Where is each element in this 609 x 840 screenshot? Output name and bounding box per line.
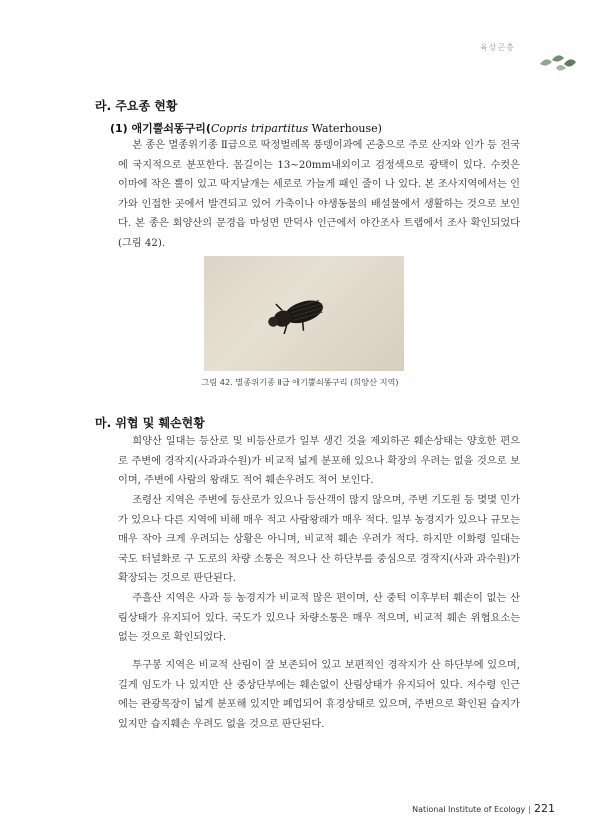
species-name-korean: (1) 애기뿔쇠똥구리(: [110, 122, 211, 135]
paragraph-huiyangsan: 희양산 일대는 등산로 및 비등산로가 일부 생긴 것을 제외하곤 훼손상태는 양호한 편으로 주변에 경작지(사과과수원)가 비교적 넓게 분포해 있으나 확장의 우려는 없을 것으로 보이며, 주변에 사람의 왕래도 적어 훼손우려도 적어 보인다.: [118, 436, 520, 487]
subsection-title-species: [110, 120, 382, 136]
running-header: 육상곤충: [480, 43, 515, 52]
species-author: Waterhouse): [308, 122, 382, 135]
paragraph-joryeongsan: 조령산 지역은 주변에 등산로가 있으나 등산객이 많지 않으며, 주변 기도원 등 몇몇 민가가 있으나 다른 지역에 비해 매우 적고 사람왕래가 매우 적다. 일부 농경지가 있으나 규모는 매우 작아 크게 우려되는 상황은 아니며, 비교적 훼손 우려가 적다. 하지만 이화령 일대는 국도 터널화로 구 도로의 차량 소통은 적으나 산 하단부를 중심으로 경작지(사과 과수원)가 확장되는 것으로 판단된다.: [118, 495, 520, 585]
leaf-decoration-icon: [538, 52, 578, 74]
species-name-latin: Copris tripartitus: [210, 122, 309, 135]
figure-caption: 그림 42. 멸종위기종 Ⅱ급 애기뿔쇠똥구리 (희양산 지역): [201, 377, 399, 387]
page-footer: [380, 802, 555, 815]
page-number: 221: [534, 802, 555, 815]
beetle-image: [262, 294, 332, 334]
section-title-threats: 마. 위협 및 훼손현황: [95, 416, 205, 430]
footer-separator: |: [528, 805, 531, 814]
footer-institute: National Institute of Ecology: [412, 805, 526, 814]
section-title-main-species: 라. 주요종 현황: [95, 99, 178, 113]
paragraph-tugubong: 투구봉 지역은 비교적 산림이 잘 보존되어 있고 보편적인 경작지가 산 하단부에 있으며, 길게 임도가 나 있지만 산 중상단부에는 훼손없이 산림상태가 유지되어 있다. 저수령 인근에는 관광목장이 넓게 분포해 있지만 폐업되어 휴경상태로 있으며, 주변으로 확인된 습지가 있지만 습지훼손 우려도 없을 것으로 판단된다.: [118, 660, 520, 730]
paragraph-juheulsan: 주흘산 지역은 사과 등 농경지가 비교적 많은 편이며, 산 중턱 이후부터 훼손이 없는 산림상태가 유지되어 있다. 국도가 있으나 차량소통은 매우 적으며, 비교적 훼손 위협요소는 없는 것으로 확인되었다.: [118, 593, 520, 644]
paragraph-species-description: 본 종은 멸종위기종 Ⅱ급으로 딱정벌레목 풍뎅이과에 곤충으로 주로 산지와 인가 등 전국에 국지적으로 분포한다. 몸길이는 13~20mm내외이고 검정색으로 광택이 있다. 수컷은 이마에 작은 뿔이 있고 딱지날개는 세로로 가늘게 패인 줄이 나 있다. 본 조사지역에서는 인가와 인접한 곳에서 발견되고 있어 가축이나 야생동물의 배설물에서 생활하는 것으로 보인다. 본 종은 회양산의 문경읍 마성면 만덕사 인근에서 야간조사 트랩에서 조사 확인되었다(그림 42).: [118, 140, 520, 249]
